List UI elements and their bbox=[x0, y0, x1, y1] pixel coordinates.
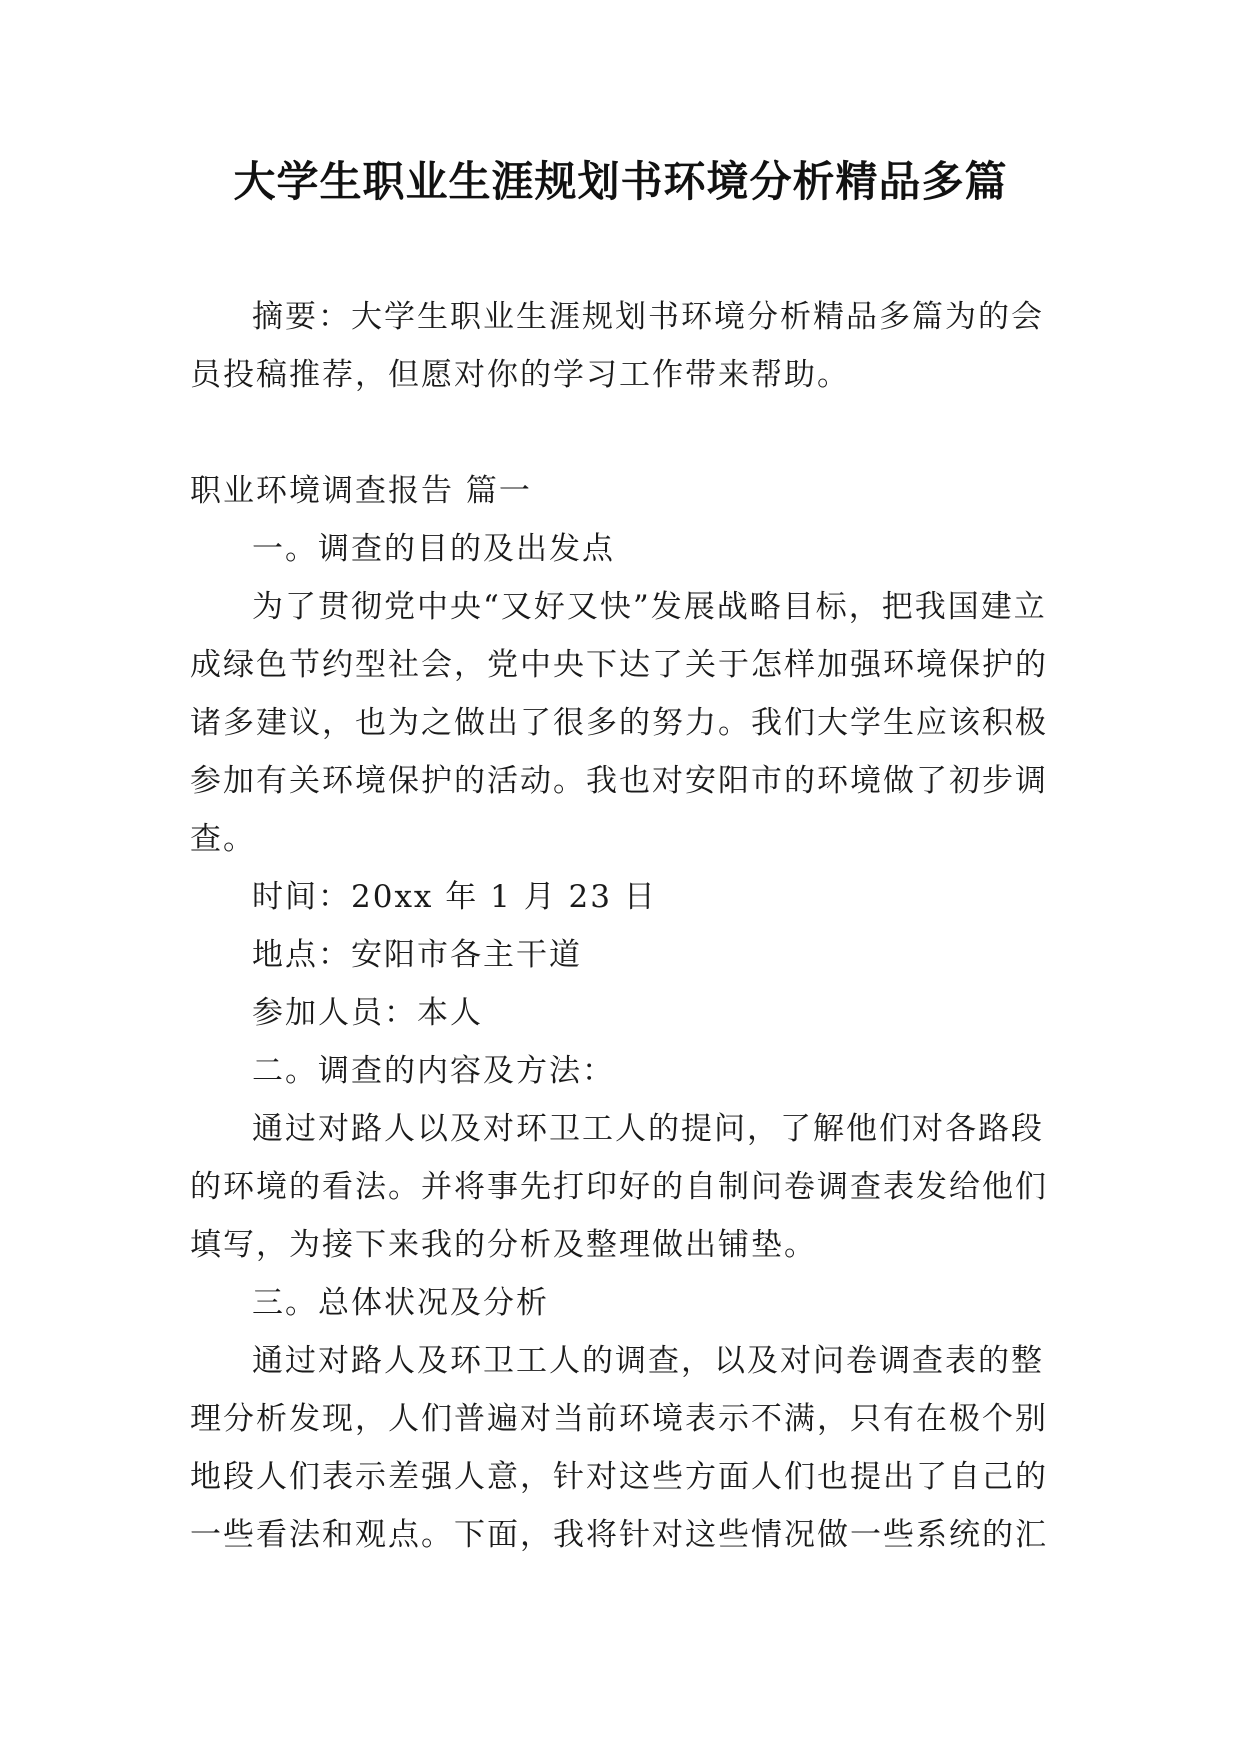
paragraph-purpose-heading: 一。调查的目的及出发点 bbox=[252, 531, 615, 567]
paragraph-participants: 参加人员：本人 bbox=[252, 995, 483, 1031]
paragraph-location: 地点：安阳市各主干道 bbox=[252, 937, 582, 973]
main-content bbox=[190, 462, 1060, 1564]
abstract-block bbox=[190, 288, 1060, 404]
paragraph-analysis-body: 通过对路人及环卫工人的调查，以及对问卷调查表的整理分析发现，人们普遍对当前环境表示不满，只有在极个别地段人们表示差强人意，针对这些方面人们也提出了自己的一些看法和观点。下面，我将针对这些情况做一些系统的汇 bbox=[190, 1343, 1048, 1553]
paragraph-time: 时间：20xx 年 1 月 23 日 bbox=[252, 879, 657, 915]
abstract-paragraph: 摘要：大学生职业生涯规划书环境分析精品多篇为的会员投稿推荐，但愿对你的学习工作带来帮助。 bbox=[190, 299, 1044, 393]
section-heading: 职业环境调查报告 篇一 bbox=[190, 473, 532, 509]
paragraph-analysis-heading: 三。总体状况及分析 bbox=[252, 1285, 549, 1321]
paragraph-purpose-body: 为了贯彻党中央“又好又快”发展战略目标，把我国建立成绿色节约型社会，党中央下达了关于怎样加强环境保护的诸多建议，也为之做出了很多的努力。我们大学生应该积极参加有关环境保护的活动。我也对安阳市的环境做了初步调查。 bbox=[190, 589, 1048, 857]
paragraph-method-heading: 二。调查的内容及方法： bbox=[252, 1053, 615, 1089]
paragraph-method-body: 通过对路人以及对环卫工人的提问，了解他们对各路段的环境的看法。并将事先打印好的自制问卷调查表发给他们填写，为接下来我的分析及整理做出铺垫。 bbox=[190, 1111, 1048, 1263]
document-title: 大学生职业生涯规划书环境分析精品多篇 bbox=[233, 157, 1008, 206]
